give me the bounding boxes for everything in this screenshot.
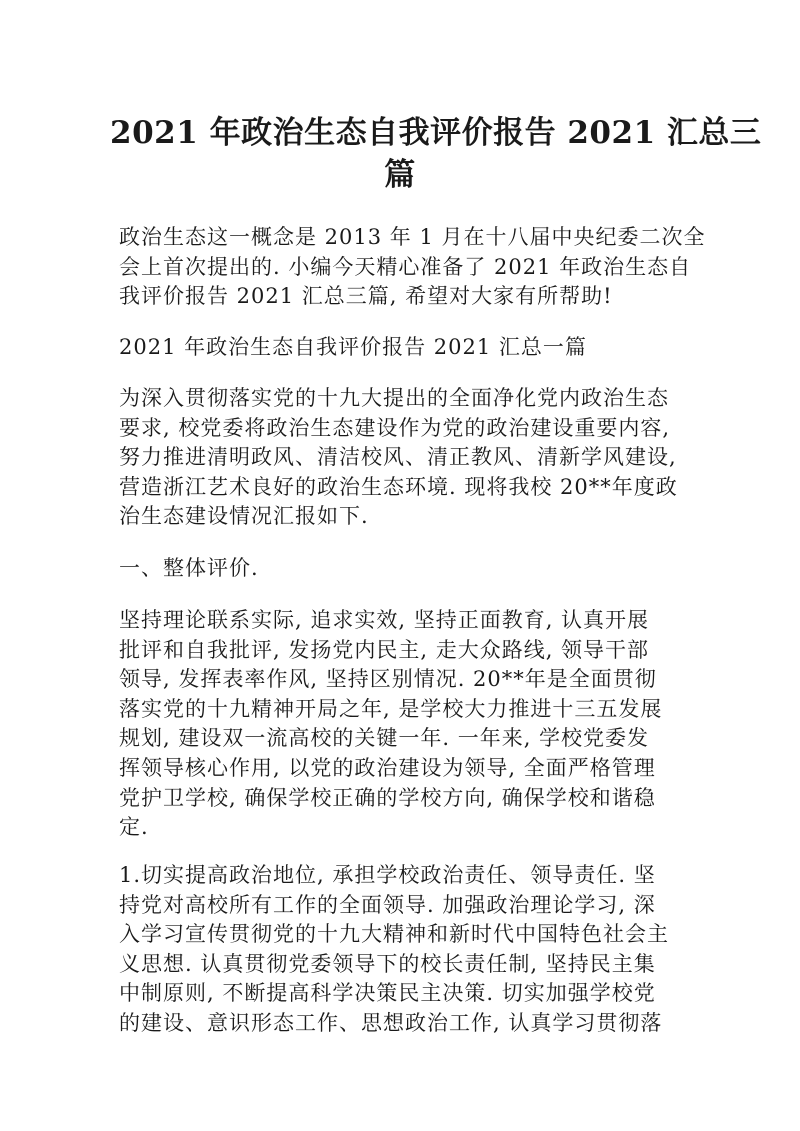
text-line: 规划, 建设双一流高校的关键一年. 一年来, 学校党委发 — [119, 726, 650, 751]
text-line: 入学习宣传贯彻党的十九大精神和新时代中国特色社会主 — [119, 922, 669, 947]
text-line: 的建设、意识形态工作、思想政治工作, 认真学习贯彻落 — [119, 1010, 663, 1035]
text-line: 持党对高校所有工作的全面领导. 加强政治理论学习, 深 — [119, 892, 656, 917]
title-line: 篇 — [384, 157, 416, 193]
text-line: 坚持理论联系实际, 追求实效, 坚持正面教育, 认真开展 — [119, 608, 650, 632]
text-line: 会上首次提出的. 小编今天精心准备了 2021 年政治生态自 — [119, 254, 692, 279]
subtitle-heading — [119, 333, 685, 363]
text-line: 1.切实提高政治地位, 承担学校政治责任、领导责任. 坚 — [119, 863, 656, 887]
text-line: 为深入贯彻落实党的十九大提出的全面净化党内政治生态 — [119, 386, 669, 410]
section-heading-1 — [119, 554, 685, 584]
text-line: 要求, 校党委将政治生态建设作为党的政治建设重要内容, — [119, 415, 671, 440]
text-line: 政治生态这一概念是 2013 年 1 月在十八届中央纪委二次全 — [119, 225, 706, 249]
text-line: 2021 年政治生态自我评价报告 2021 汇总一篇 — [119, 335, 587, 359]
text-line: 我评价报告 2021 汇总三篇, 希望对大家有所帮助! — [119, 284, 613, 309]
text-line: 营造浙江艺术良好的政治生态环境. 现将我校 20**年度政 — [119, 474, 678, 499]
title-line: 2021 年政治生态自我评价报告 2021 汇总三 — [110, 115, 762, 151]
text-line: 挥领导核心作用, 以党的政治建设为领导, 全面严格管理 — [119, 755, 656, 780]
text-line: 一、整体评价. — [119, 556, 259, 580]
text-line: 努力推进清明政风、清洁校风、清正教风、清新学风建设, — [119, 445, 677, 470]
text-line: 定. — [119, 815, 149, 840]
body-paragraph-1 — [119, 384, 685, 532]
text-line: 领导, 发挥表率作风, 坚持区别情况. 20**年是全面贯彻 — [119, 667, 657, 692]
text-line: 治生态建设情况汇报如下. — [119, 504, 369, 529]
document-title — [110, 112, 762, 196]
text-line: 党护卫学校, 确保学校正确的学校方向, 确保学校和谐稳 — [119, 785, 656, 810]
intro-paragraph — [119, 223, 706, 312]
body-paragraph-2 — [119, 606, 685, 843]
body-paragraph-3 — [119, 861, 685, 1039]
text-line: 批评和自我批评, 发扬党内民主, 走大众路线, 领导干部 — [119, 637, 650, 662]
text-line: 落实党的十九精神开局之年, 是学校大力推进十三五发展 — [119, 696, 663, 721]
text-line: 中制原则, 不断提高科学决策民主决策. 切实加强学校党 — [119, 981, 656, 1006]
text-line: 义思想. 认真贯彻党委领导下的校长责任制, 坚持民主集 — [119, 951, 656, 976]
